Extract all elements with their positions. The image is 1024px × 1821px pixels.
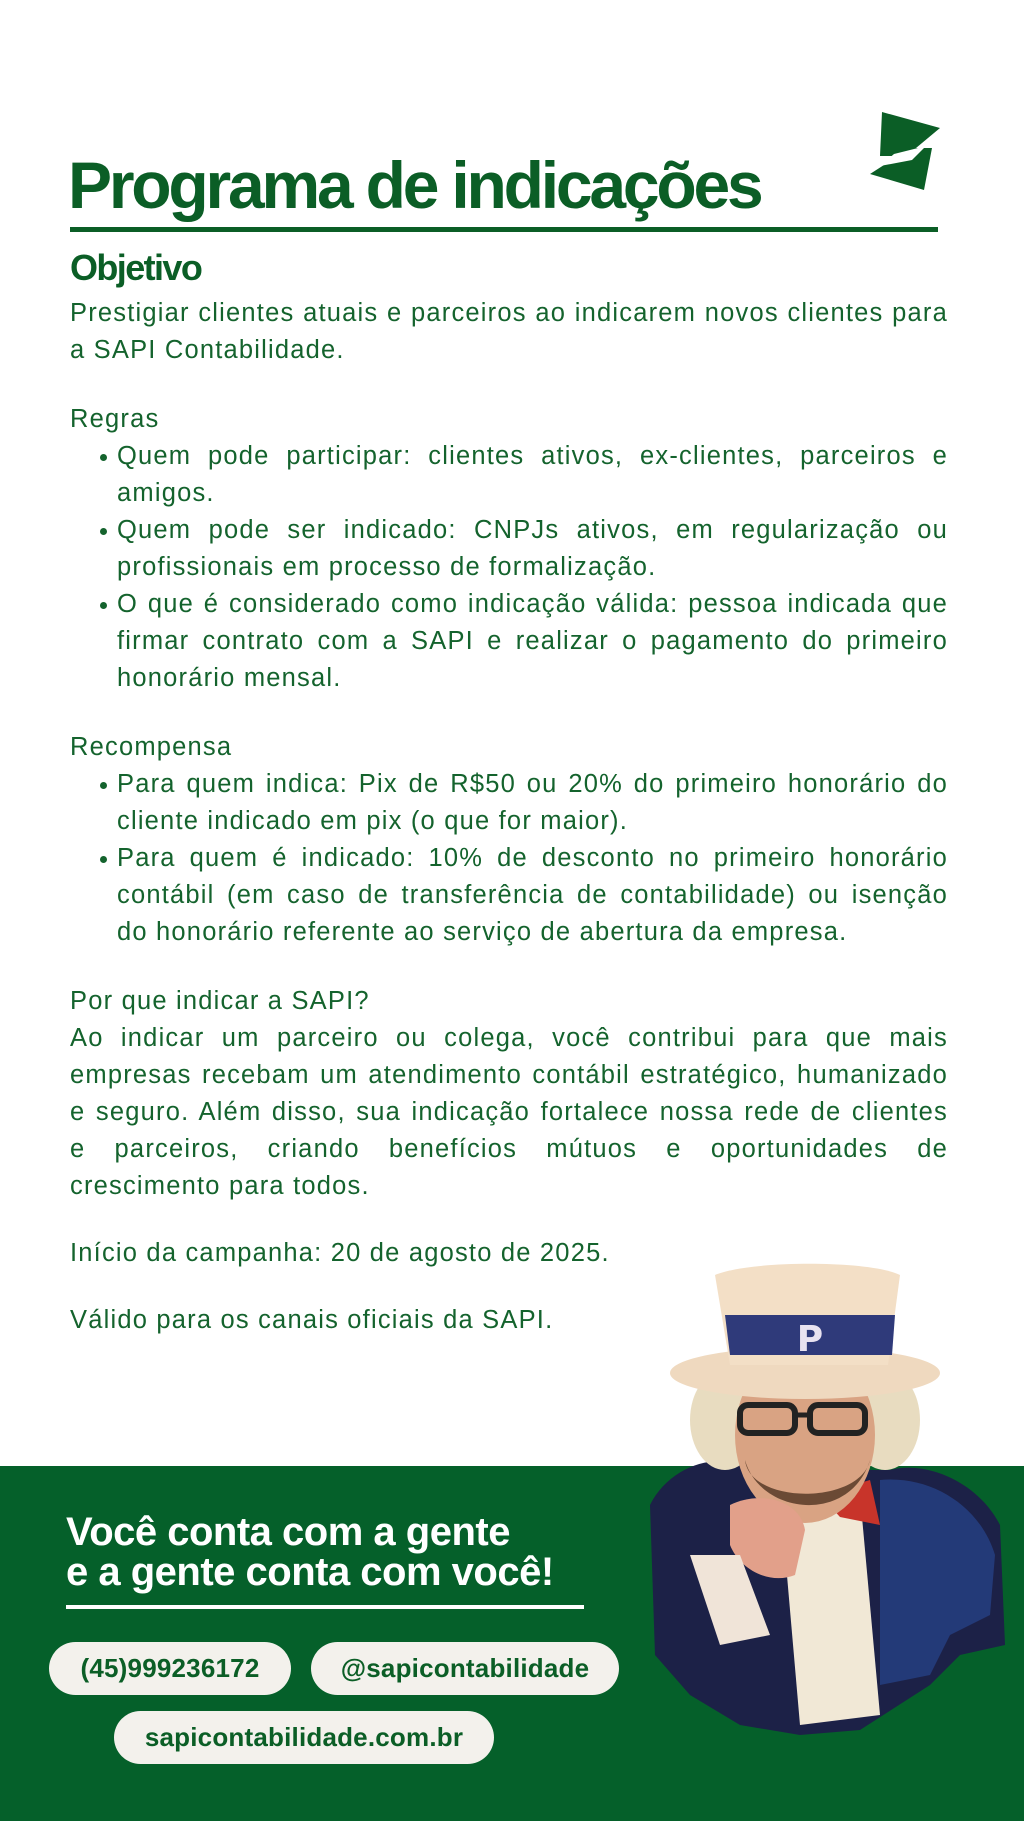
validity-note: Válido para os canais oficiais da SAPI. xyxy=(70,1306,554,1334)
list-item: Quem pode participar: clientes ativos, ex-clientes, parceiros e amigos. xyxy=(70,438,948,512)
regras-heading: Regras xyxy=(70,405,160,433)
porque-heading: Por que indicar a SAPI? xyxy=(70,987,370,1015)
page-title: Programa de indicações xyxy=(68,148,761,222)
instagram-pill[interactable]: @sapicontabilidade xyxy=(311,1642,619,1695)
slogan-line-2: e a gente conta com você! xyxy=(66,1550,554,1594)
regras-list xyxy=(70,438,948,697)
svg-text:P: P xyxy=(796,1319,824,1360)
slogan xyxy=(66,1512,554,1592)
list-item: O que é considerado como indicação válida: pessoa indicada que firmar contrato com a SAPI e realizar o pagamento do primeiro honorário mensal. xyxy=(70,586,948,697)
phone-pill[interactable]: (45)999236172 xyxy=(49,1642,291,1695)
objetivo-text: Prestigiar clientes atuais e parceiros ao indicarem novos clientes para a SAPI Contabilidade. xyxy=(70,299,948,364)
slogan-divider xyxy=(66,1605,584,1609)
title-divider xyxy=(70,227,938,232)
sapi-logo-icon xyxy=(868,108,944,192)
uncle-sam-illustration xyxy=(630,1255,1010,1755)
objetivo-heading: Objetivo xyxy=(70,247,202,288)
campaign-start: Início da campanha: 20 de agosto de 2025. xyxy=(70,1239,610,1267)
slogan-line-1: Você conta com a gente xyxy=(66,1510,510,1554)
content-body xyxy=(70,295,948,1339)
website-pill[interactable]: sapicontabilidade.com.br xyxy=(114,1711,494,1764)
recompensa-list xyxy=(70,766,948,951)
list-item: Para quem indica: Pix de R$50 ou 20% do primeiro honorário do cliente indicado em pix (o que for maior). xyxy=(70,766,948,840)
list-item: Quem pode ser indicado: CNPJs ativos, em regularização ou profissionais em processo de formalização. xyxy=(70,512,948,586)
list-item: Para quem é indicado: 10% de desconto no primeiro honorário contábil (em caso de transferência de contabilidade) ou isenção do honorário referente ao serviço de abertura da empresa. xyxy=(70,840,948,951)
recompensa-heading: Recompensa xyxy=(70,733,233,761)
porque-text: Ao indicar um parceiro ou colega, você contribui para que mais empresas recebam um atendimento contábil estratégico, humanizado e seguro. Além disso, sua indicação fortalece nossa rede de clientes e parceiros, criando benefícios mútuos e oportunidades de crescimento para todos. xyxy=(70,1024,948,1200)
